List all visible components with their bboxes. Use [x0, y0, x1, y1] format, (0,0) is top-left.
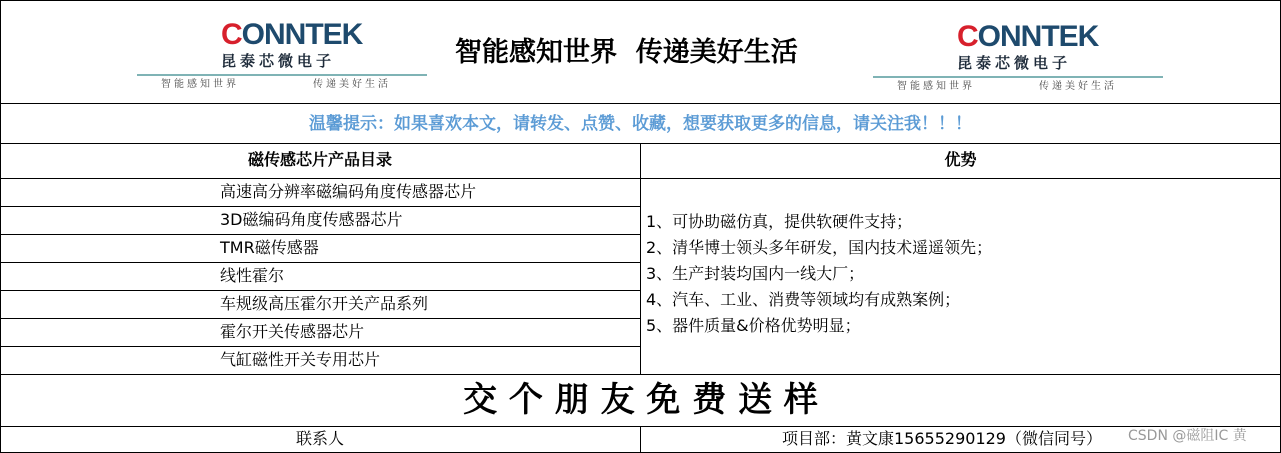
advantage-item: 4、汽车、工业、消费等领域均有成熟案例；	[646, 290, 961, 309]
logo-right-tagline-b: 传递美好生活	[1039, 81, 1117, 92]
product-item: 高速高分辨率磁编码角度传感器芯片	[220, 182, 477, 201]
logo-left-tagline-b: 传递美好生活	[313, 79, 391, 90]
logo-left-cn: 昆泰芯微电子	[221, 52, 336, 70]
product-item: 气缸磁性开关专用芯片	[220, 350, 381, 369]
divider-footer-column	[640, 426, 641, 453]
advantages-list	[646, 209, 992, 339]
logo-right-wordmark: CONNTEK	[957, 20, 1099, 53]
divider-row-1	[0, 206, 640, 207]
logo-left-bar	[137, 74, 427, 76]
product-item: 线性霍尔	[220, 266, 285, 285]
col-header-advantages: 优势	[944, 150, 977, 169]
divider-header	[0, 103, 1281, 104]
slogan: 智能感知世界 传递美好生活	[455, 37, 798, 68]
product-item: 3D磁编码角度传感器芯片	[220, 210, 403, 229]
contact-label: 联系人	[295, 429, 344, 448]
notice-text: 温馨提示：如果喜欢本文，请转发、点赞、收藏，想要获取更多的信息，请关注我！！！	[309, 114, 972, 134]
free-sample-banner: 交 个 朋 友 免 费 送 样	[463, 380, 818, 420]
border-top	[0, 0, 1281, 1]
advantage-item: 1、可协助磁仿真，提供软硬件支持；	[646, 212, 913, 231]
logo-left	[137, 18, 427, 98]
logo-right	[873, 20, 1163, 100]
logo-right-tagline-a: 智能感知世界	[897, 81, 975, 92]
divider-row-5	[0, 318, 640, 319]
advantage-item: 3、生产封装均国内一线大厂；	[646, 264, 865, 283]
logo-right-cn: 昆泰芯微电子	[957, 54, 1072, 72]
logo-left-tagline-a: 智能感知世界	[161, 79, 239, 90]
product-item: 车规级高压霍尔开关产品系列	[220, 294, 429, 313]
col-header-products: 磁传感芯片产品目录	[247, 150, 392, 169]
contact-value: 项目部：黄文康15655290129（微信同号）	[782, 429, 1102, 448]
divider-row-6	[0, 346, 640, 347]
product-item: 霍尔开关传感器芯片	[220, 322, 365, 341]
product-item: TMR磁传感器	[220, 238, 319, 257]
divider-row-2	[0, 234, 640, 235]
divider-table-bottom	[0, 374, 1281, 375]
csdn-watermark: CSDN @磁阻IC 黄	[1128, 428, 1247, 444]
advantage-item: 2、清华博士领头多年研发，国内技术遥遥领先；	[646, 238, 993, 257]
divider-row-3	[0, 262, 640, 263]
logo-right-bar	[873, 76, 1163, 78]
divider-column	[640, 143, 641, 374]
logo-left-wordmark: CONNTEK	[221, 18, 363, 51]
advantage-item: 5、器件质量&价格优势明显；	[646, 316, 861, 335]
divider-row-4	[0, 290, 640, 291]
